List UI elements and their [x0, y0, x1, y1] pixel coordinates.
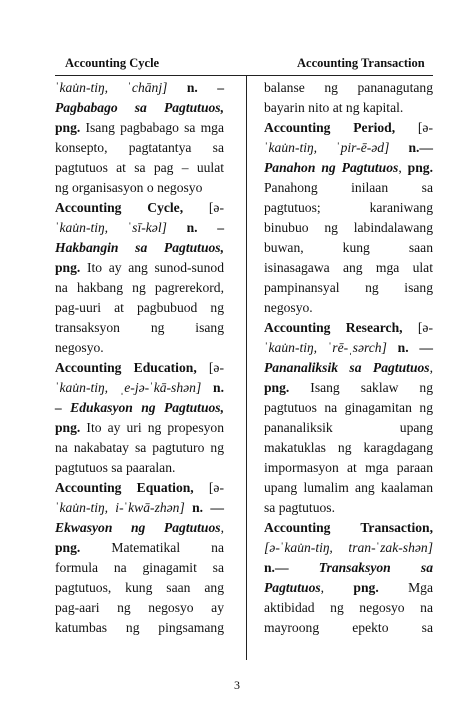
pronunciation-line: ˈkau̇n-tiŋ, ˌe-jə-ˈkā-shən] n.: [55, 380, 224, 395]
definition-line: pagtutuos; karaniwang: [264, 200, 433, 215]
definition-line: pag-uuri at pagbubuod ng: [55, 300, 224, 315]
translation: n.— Transaksyon sa: [264, 560, 433, 575]
definition-line: ng organisasyon o negosyo: [55, 180, 203, 195]
definition-line: formula na ginagamit sa: [55, 560, 224, 575]
definition-line: bayarin nito at ng kapital.: [264, 100, 404, 115]
translation: Panahon ng Pagtutuos, png.: [264, 160, 433, 175]
translation: – Edukasyon ng Pagtutuos,: [55, 400, 224, 415]
definition-line: png. Ito ay uri ng propesyon: [55, 420, 224, 435]
entry-accounting-transaction: Accounting Transaction,: [264, 520, 433, 535]
definition-line: buwan, kung saan: [264, 240, 433, 255]
definition-line: isinasagawa ang mga ulat: [264, 260, 433, 275]
definition-line: na nakabatay sa pagtuturo ng: [55, 440, 224, 455]
entry-accounting-cycle: Accounting Cycle, [ə-: [55, 200, 224, 215]
definition-line: sa pagtutuos.: [264, 500, 335, 515]
entry-accounting-research: Accounting Research, [ə-: [264, 320, 433, 335]
definition-line: pagtutuos na ginagamitan ng: [264, 400, 433, 415]
definition-line: pampinansyal ng isang: [264, 280, 433, 295]
translation: Ekwasyon ng Pagtutuos,: [55, 520, 224, 535]
page-number: 3: [234, 678, 240, 692]
definition-line: negosyo.: [264, 300, 313, 315]
definition-line: png. Isang saklaw ng: [264, 380, 433, 395]
entry-line: ˈkau̇n-tiŋ, ˈchānj] n. –: [55, 80, 224, 95]
running-header-left: Accounting Cycle: [65, 56, 160, 70]
definition-line: pag-aari ng negosyo ay: [55, 600, 224, 615]
column-divider: [246, 75, 247, 660]
definition-line: Panahong inilaan sa: [264, 180, 433, 195]
pronunciation-line: ˈkau̇n-tiŋ, ˈrē-ˌsərch] n. —: [264, 340, 433, 355]
translation: Pagbabago sa Pagtutuos,: [55, 100, 224, 115]
definition-line: Pagtutuos, png. Mga: [264, 580, 433, 595]
definition-line: balanse ng pananagutang: [264, 80, 433, 95]
right-column: [264, 78, 433, 638]
definition-line: pagtutuos sa paaralan.: [55, 460, 176, 475]
entry-accounting-equation: Accounting Equation, [ə-: [55, 480, 224, 495]
pronunciation-line: ˈkau̇n-tiŋ, ˈsī-kəl] n. –: [55, 220, 224, 235]
definition-line: transaksyon ng isang: [55, 320, 224, 335]
definition-line: konsepto, pagtatantya sa: [55, 140, 224, 155]
pronunciation-line: [ə-ˈkau̇n-tiŋ, tran-ˈzak-shən]: [264, 540, 433, 555]
header-rule: [55, 75, 433, 76]
pronunciation-line: ˈkau̇n-tiŋ, ˈpir-ē-əd] n.—: [264, 140, 433, 155]
entry-accounting-period: Accounting Period, [ə-: [264, 120, 433, 135]
definition-line: mayroong epekto sa: [264, 620, 433, 635]
translation: Hakbangin sa Pagtutuos,: [55, 240, 224, 255]
definition-line: png. Ito ay ang sunod-sunod: [55, 260, 224, 275]
definition-line: pagtutuos, kung saan ang: [55, 580, 224, 595]
definition-line: impormasyon at mga paraan: [264, 460, 433, 475]
left-column: [55, 78, 224, 638]
definition-line: pagtutuos at sa pag – uulat: [55, 160, 224, 175]
definition-line: katumbas ng pingsamang: [55, 620, 224, 635]
pronunciation-line: ˈkau̇n-tiŋ, i-ˈkwā-zhən] n. —: [55, 500, 224, 515]
running-header-right: Accounting Transaction: [297, 56, 425, 70]
definition-line: binubuo ng labindalawang: [264, 220, 433, 235]
definition-line: aktibidad ng negosyo na: [264, 600, 433, 615]
definition-line: na hakbang ng pagrerekord,: [55, 280, 224, 295]
definition-line: upang lumalim ang kaalaman: [264, 480, 433, 495]
definition-line: makatuklas ng karagdagang: [264, 440, 433, 455]
definition-line: png. Matematikal na: [55, 540, 224, 555]
definition-line: pananaliksik upang: [264, 420, 433, 435]
translation: Pananaliksik sa Pagtutuos,: [264, 360, 433, 375]
definition-line: negosyo.: [55, 340, 104, 355]
entry-accounting-education: Accounting Education, [ə-: [55, 360, 224, 375]
definition-line: png. Isang pagbabago sa mga: [55, 120, 224, 135]
